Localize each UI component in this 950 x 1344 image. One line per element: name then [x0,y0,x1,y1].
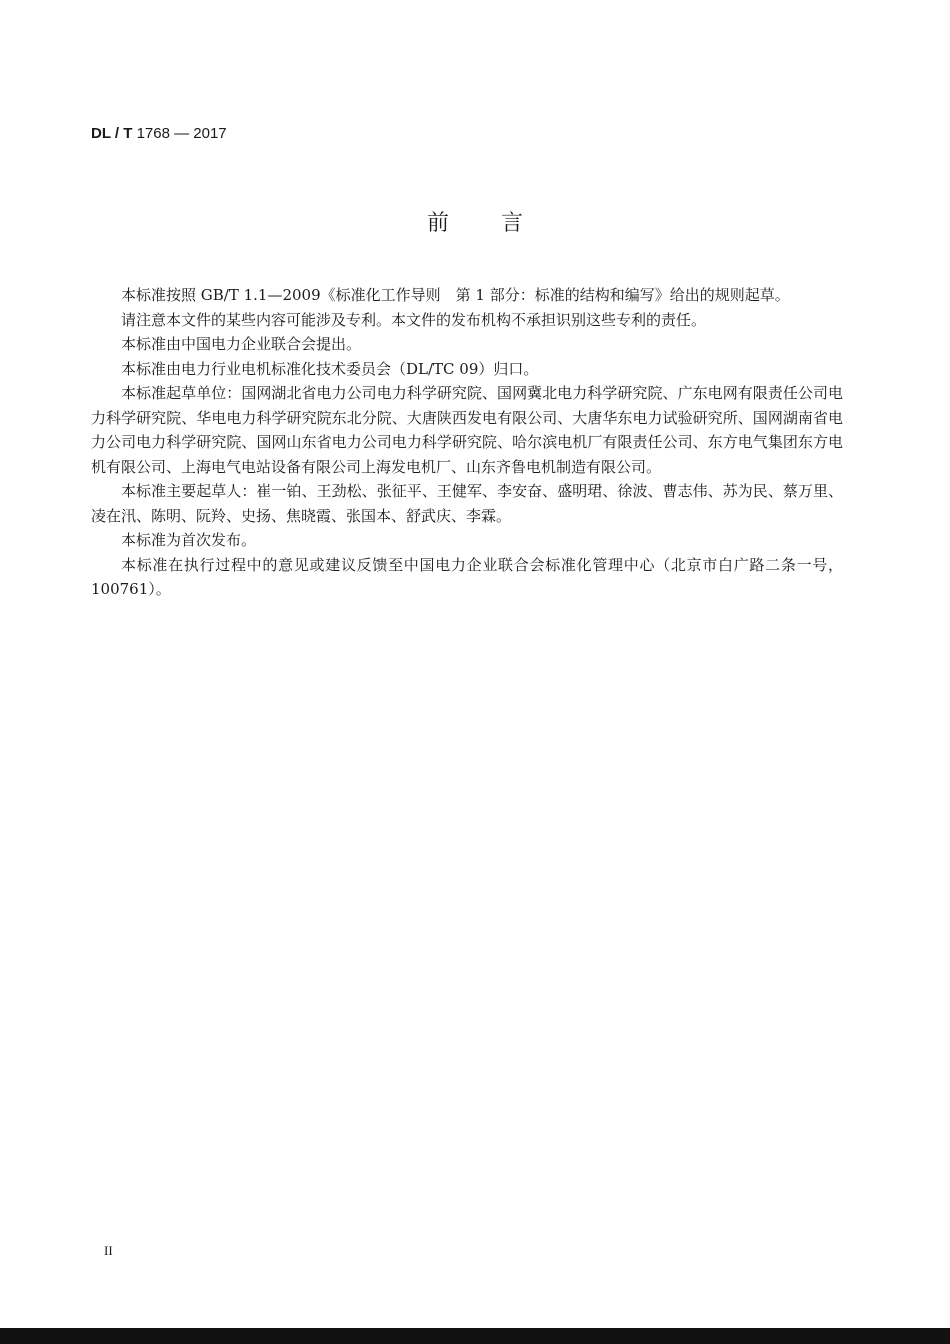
paragraph-drafters: 本标准主要起草人：崔一铂、王劲松、张征平、王健军、李安奋、盛明珺、徐波、曹志伟、苏为民、蔡万里、凌在汛、陈明、阮羚、史扬、焦晓霞、张国本、舒武庆、李霖。 [91,482,843,525]
foreword-body [91,283,843,602]
paragraph-committee: 本标准由电力行业电机标准化技术委员会（DL/TC 09）归口。 [121,359,539,378]
paragraph-patent-notice: 请注意本文件的某些内容可能涉及专利。本文件的发布机构不承担识别这些专利的责任。 [121,310,707,329]
paragraph-drafting-units: 本标准起草单位：国网湖北省电力公司电力科学研究院、国网冀北电力科学研究院、广东电网有限责任公司电力科学研究院、华电电力科学研究院东北分院、大唐陕西发电有限公司、大唐华东电力试验研究所、国网湖南省电力公司电力科学研究院、国网山东省电力公司电力科学研究院、哈尔滨电机厂有限责任公司、东方电气集团东方电机有限公司、上海电气电站设备有限公司上海发电机厂、山东齐鲁电机制造有限公司。 [91,384,843,476]
paragraph-drafting-rules: 本标准按照 GB/T 1.1—2009《标准化工作导则 第 1 部分：标准的结构和编写》给出的规则起草。 [121,286,790,304]
standard-code: DL / T [91,125,133,142]
page-number: II [104,1243,113,1258]
paragraph-feedback: 本标准在执行过程中的意见或建议反馈至中国电力企业联合会标准化管理中心（北京市白广路二条一号，100761）。 [91,555,843,598]
standard-number [91,125,227,142]
title-char-2: 言 [501,211,524,236]
standard-year: 1768 — 2017 [136,125,227,142]
title-char-1: 前 [426,211,449,236]
bottom-border [0,1328,950,1344]
paragraph-proposer: 本标准由中国电力企业联合会提出。 [121,335,362,353]
page-title [0,206,950,237]
paragraph-first-release: 本标准为首次发布。 [121,531,257,549]
